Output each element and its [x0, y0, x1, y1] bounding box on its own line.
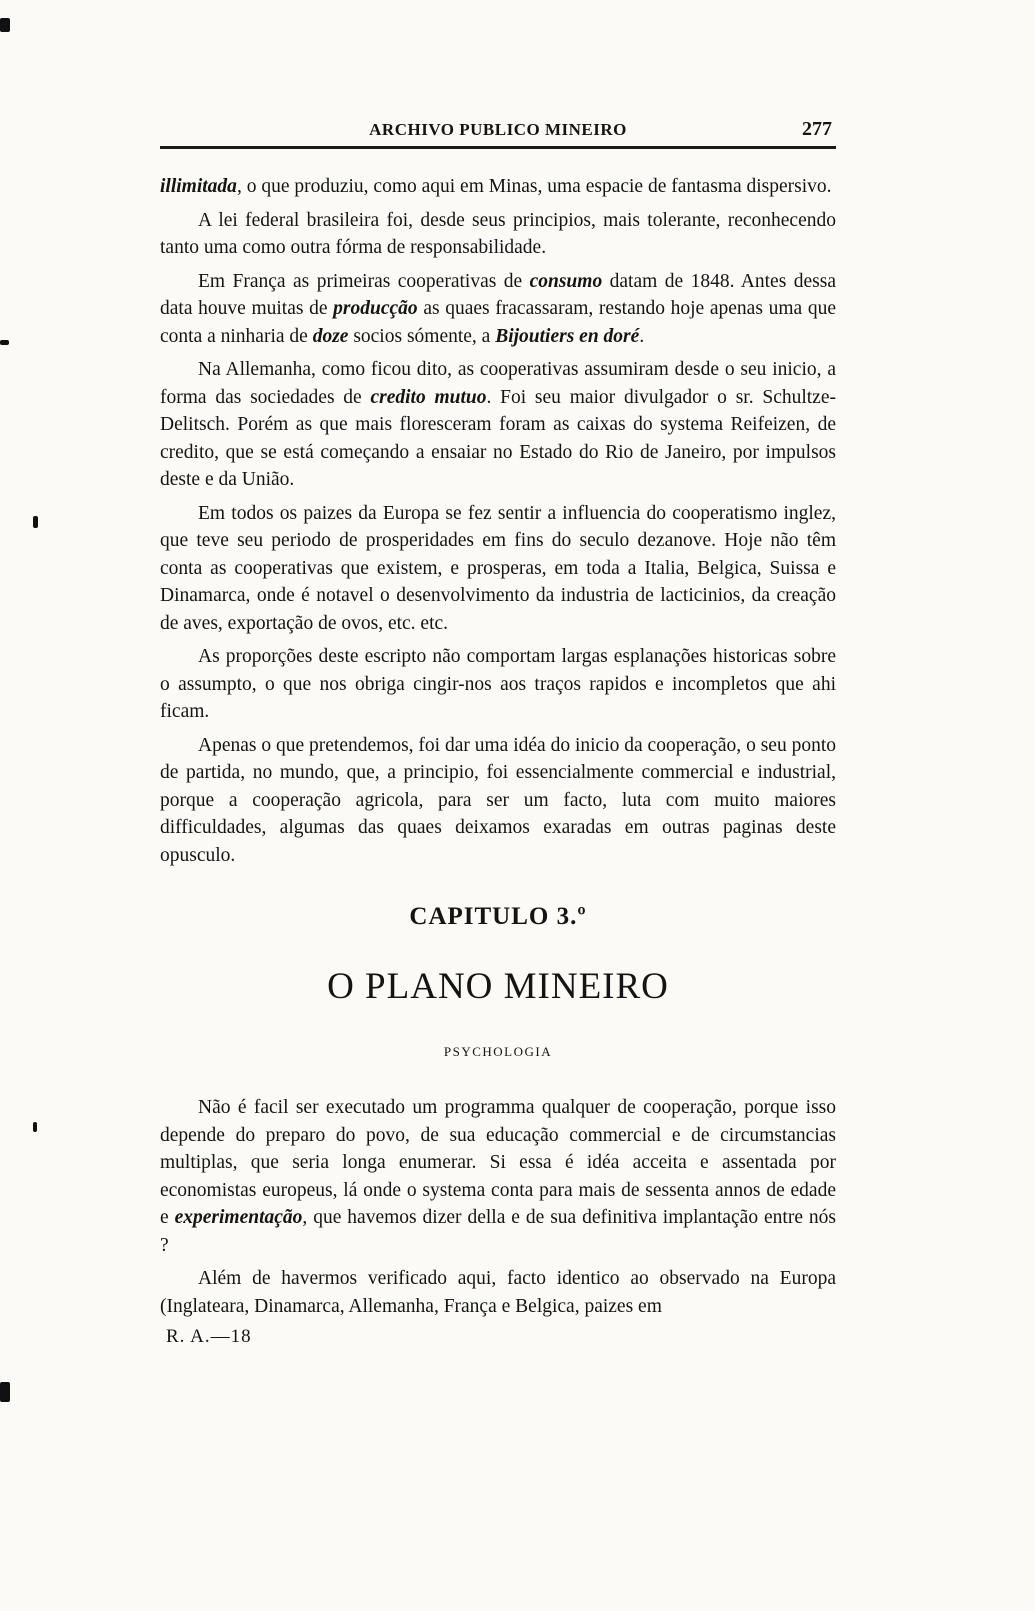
italic-text: illimitada: [160, 176, 237, 197]
text-segment: Na Allemanha, como ficou dito, as cooperativas assumiram desde o seu inicio, a forma das sociedades de: [160, 359, 836, 408]
italic-text: producção: [333, 298, 418, 319]
text-segment: Além de havermos verificado aqui, facto identico ao observado na Europa (Inglateara, Dinamarca, Allemanha, França e Belgica, paizes em: [160, 1268, 836, 1317]
margin-mark: [0, 1382, 10, 1402]
running-title: ARCHIVO PUBLICO MINEIRO: [369, 120, 627, 139]
italic-text: doze: [312, 325, 349, 347]
margin-mark: [33, 516, 38, 528]
page: [160, 110, 836, 1348]
chapter-label: CAPITULO 3.º: [409, 903, 587, 930]
paragraph: [160, 207, 836, 262]
paragraph: [160, 1094, 836, 1259]
signature-mark: R. A.—18: [166, 1326, 252, 1347]
paragraph: [160, 643, 836, 726]
page-number: 277: [802, 118, 832, 140]
text-segment: , o que produziu, como aqui em Minas, uma espacie de fantasma dispersivo.: [236, 176, 832, 197]
text-segment: Apenas o que pretendemos, foi dar uma idéa do inicio da cooperação, o seu ponto de partida, no mundo, que, a principio, foi essencialmente commercial e industrial, porque a cooperação agricola, para ser um facto, luta com muito maiores difficuldades, algumas das quaes deixamos exaradas em outras paginas deste opusculo.: [160, 734, 836, 866]
paragraph: [160, 1265, 836, 1320]
paragraph: [160, 268, 836, 351]
text-segment: As proporções deste escripto não comportam largas esplanações historicas sobre o assumpto, o que nos obriga cingir-nos aos traços rapidos e incompletos que ahi ficam.: [160, 646, 836, 722]
text-segment: A lei federal brasileira foi, desde seus principios, mais tolerante, reconhecendo tanto uma como outra fórma de responsabilidade.: [160, 209, 836, 258]
margin-mark: [0, 340, 9, 345]
margin-mark: [33, 1122, 37, 1132]
paragraph: [160, 732, 836, 870]
chapter-title: O PLANO MINEIRO: [327, 966, 669, 1007]
paragraph: [160, 500, 836, 638]
text-segment: . Foi seu maior divulgador o sr. Schultze-Delitsch. Porém as que mais floresceram foram as caixas do systema Reifeizen, de credito, que se está começando a ensaiar no Estado do Rio de Janeiro, por impulsos deste e da União.: [160, 386, 836, 490]
body-text: [160, 173, 836, 869]
text-segment: Em todos os paizes da Europa se fez sentir a influencia do cooperatismo inglez, que teve seu periodo de prosperidades em fins do seculo dezanove. Hoje não têm conta as cooperativas que existem, e prosperas, em toda a Italia, Belgica, Suissa e Dinamarca, onde é notavel o desenvolvimento da industria de lacticinios, da creação de aves, exportação de ovos, etc. etc.: [160, 502, 836, 634]
italic-text: Bijoutiers en doré: [495, 325, 640, 347]
text-segment: Não é facil ser executado um programma qualquer de cooperação, porque isso depende do preparo do povo, de sua educação commercial e de circumstancias multiplas, que seria longa enumerar. Si essa é idéa acceita e assentada por economistas europeus, lá onde o systema conta para mais de sessenta annos de edade e: [160, 1097, 836, 1228]
text-segment: socios sómente, a: [348, 325, 496, 347]
margin-mark: [0, 18, 10, 32]
body-text-continued: [160, 1094, 836, 1320]
paragraph: [160, 173, 836, 201]
italic-text: consumo: [529, 270, 603, 292]
page-header: [160, 110, 836, 149]
text-segment: .: [639, 325, 645, 347]
italic-text: credito mutuo: [370, 386, 487, 408]
text-segment: as quaes fracassaram, restando hoje apenas uma que conta a ninharia de: [160, 298, 836, 347]
italic-text: experimentação: [174, 1207, 303, 1228]
section-label: PSYCHOLOGIA: [443, 1044, 553, 1059]
text-segment: datam de 1848. Antes dessa data houve muitas de: [160, 270, 836, 319]
paragraph: [160, 356, 836, 494]
text-segment: , que havemos dizer della e de sua definitiva implantação entre nós ?: [160, 1207, 837, 1256]
text-segment: Em França as primeiras cooperativas de: [198, 270, 530, 292]
